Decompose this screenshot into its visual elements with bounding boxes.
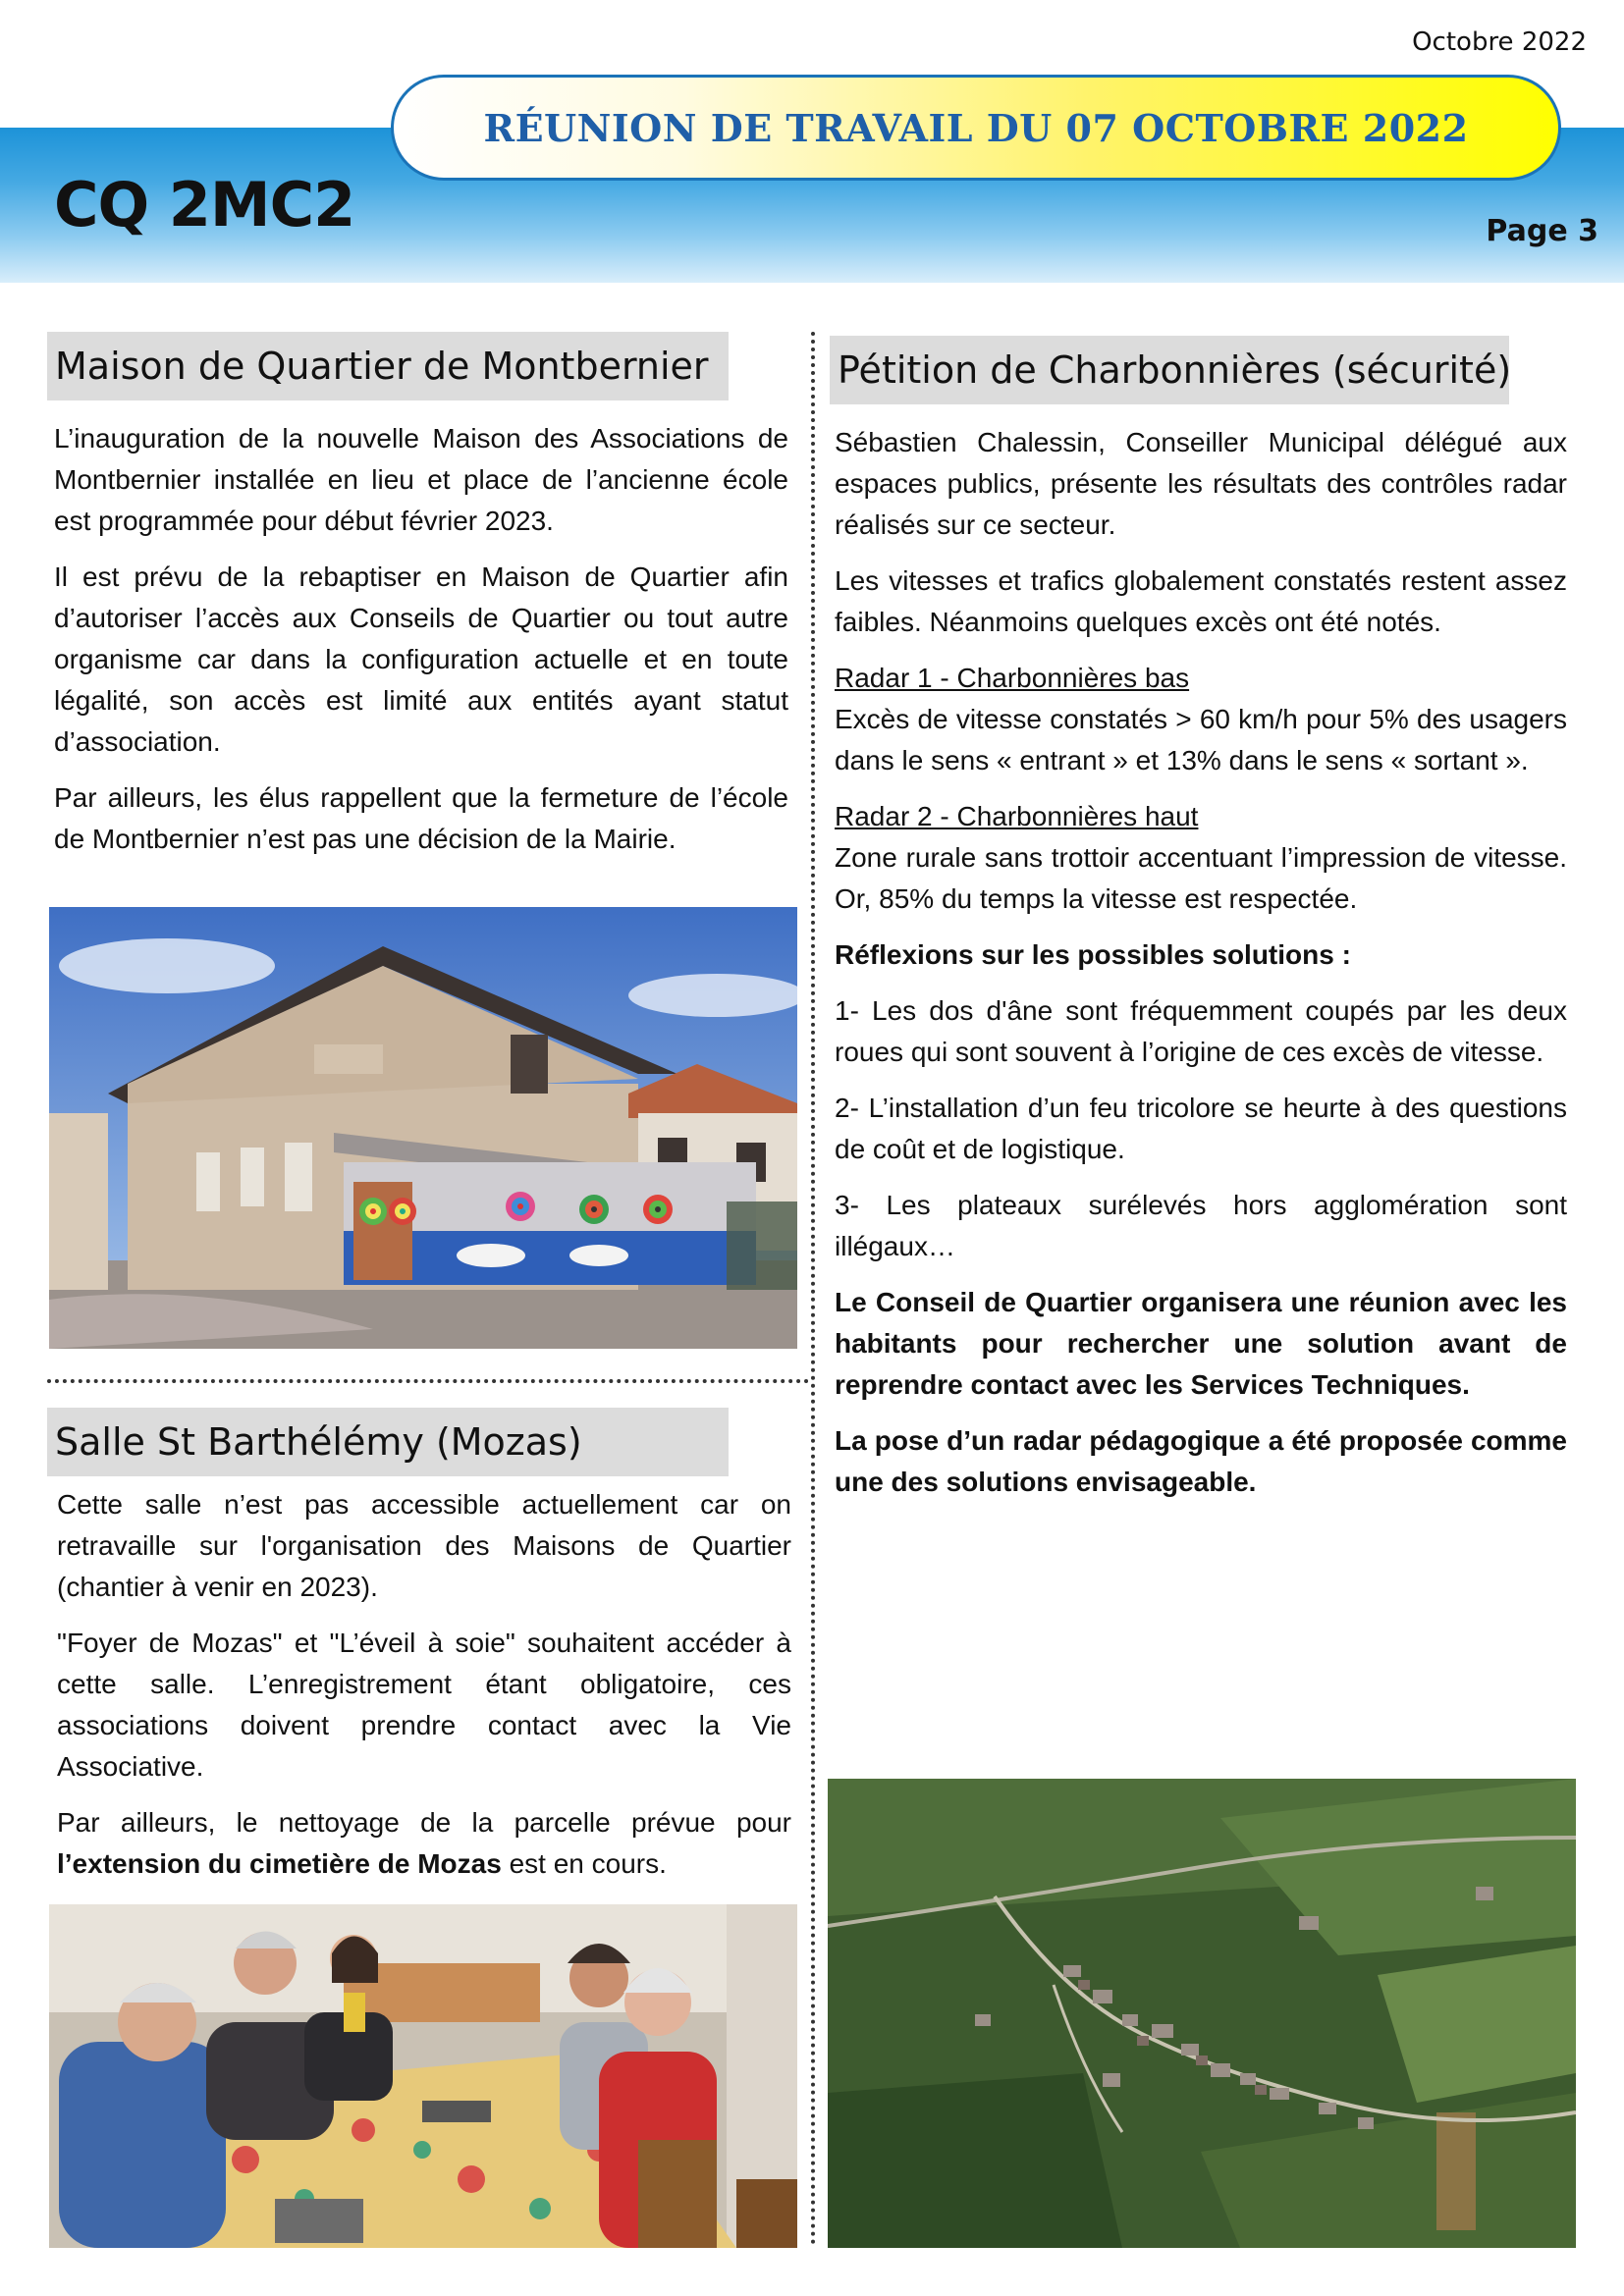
page-number: Page 3 xyxy=(1486,214,1598,248)
radar2-text: Zone rurale sans trottoir accentuant l’impression de vitesse. Or, 85% du temps la vitesse est respectée. xyxy=(835,842,1567,914)
banner-title: RÉUNION DE TRAVAIL DU 07 OCTOBRE 2022 xyxy=(483,105,1469,150)
solution-item: 2- L’installation d’un feu tricolore se heurte à des questions de coût et de logistique. xyxy=(835,1093,1567,1164)
brand-title: CQ 2MC2 xyxy=(54,169,355,240)
column-divider xyxy=(811,332,815,2246)
section-body-petition-charbonnieres xyxy=(835,422,1567,1518)
conclusion-paragraph: La pose d’un radar pédagogique a été proposée comme une des solutions envisageable. xyxy=(835,1425,1567,1497)
paragraph: Cette salle n’est pas accessible actuellement car on retravaille sur l'organisation des Maisons de Quartier (chantier à venir en 2023). xyxy=(57,1489,791,1602)
paragraph-text: Par ailleurs, le nettoyage de la parcelle prévue pour xyxy=(57,1807,791,1838)
section-heading-petition-charbonnieres: Pétition de Charbonnières (sécurité) xyxy=(830,336,1509,404)
radar1-title xyxy=(835,658,1567,699)
section-body-montbernier xyxy=(54,418,788,875)
paragraph: Sébastien Chalessin, Conseiller Municipal délégué aux espaces publics, présente les résultats des contrôles radar réalisés sur ce secteur. xyxy=(835,427,1567,540)
meeting-photo xyxy=(49,1904,797,2248)
radar1-title-text: Radar 1 - Charbonnières bas xyxy=(835,663,1190,693)
solution-item: 1- Les dos d'âne sont fréquemment coupés par les deux roues qui sont souvent à l’origine de ces excès de vitesse. xyxy=(835,995,1567,1067)
paragraph: Les vitesses et trafics globalement constatés restent assez faibles. Néanmoins quelques excès ont été notés. xyxy=(835,565,1567,637)
radar1-text: Excès de vitesse constatés > 60 km/h pour 5% des usagers dans le sens « entrant » et 13% dans le sens « sortant ». xyxy=(835,704,1567,775)
solution-item: 3- Les plateaux surélevés hors agglomération sont illégaux… xyxy=(835,1190,1567,1261)
issue-date: Octobre 2022 xyxy=(1412,27,1587,57)
section-divider xyxy=(47,1379,809,1383)
paragraph-emphasis: l’extension du cimetière de Mozas xyxy=(57,1848,502,1879)
paragraph: Il est prévu de la rebaptiser en Maison de Quartier afin d’autoriser l’accès aux Conseils de Quartier ou tout autre organisme car dans la configuration actuelle et en toute légalité, son accès est limité aux entités ayant statut d’association. xyxy=(54,561,788,757)
radar2-title-text: Radar 2 - Charbonnières haut xyxy=(835,801,1199,831)
radar2-title xyxy=(835,796,1567,837)
paragraph: Par ailleurs, les élus rappellent que la fermeture de l’école de Montbernier n’est pas une décision de la Mairie. xyxy=(54,782,788,854)
section-body-salle-st-barthelemy xyxy=(57,1484,791,1899)
meeting-banner xyxy=(391,75,1561,181)
paragraph-text: est en cours. xyxy=(501,1848,667,1879)
aerial-view-photo xyxy=(828,1779,1576,2248)
paragraph xyxy=(57,1802,791,1885)
section-heading-salle-st-barthelemy: Salle St Barthélémy (Mozas) xyxy=(47,1408,729,1476)
reflexions-heading: Réflexions sur les possibles solutions : xyxy=(835,939,1351,970)
school-building-photo xyxy=(49,907,797,1349)
paragraph: "Foyer de Mozas" et "L’éveil à soie" souhaitent accéder à cette salle. L’enregistrement étant obligatoire, ces associations doivent prendre contact avec la Vie Associative. xyxy=(57,1628,791,1782)
paragraph: L’inauguration de la nouvelle Maison des Associations de Montbernier installée en lieu et place de l’ancienne école est programmée pour début février 2023. xyxy=(54,423,788,536)
conclusion-paragraph: Le Conseil de Quartier organisera une réunion avec les habitants pour rechercher une solution avant de reprendre contact avec les Services Techniques. xyxy=(835,1287,1567,1400)
section-heading-montbernier: Maison de Quartier de Montbernier xyxy=(47,332,729,400)
